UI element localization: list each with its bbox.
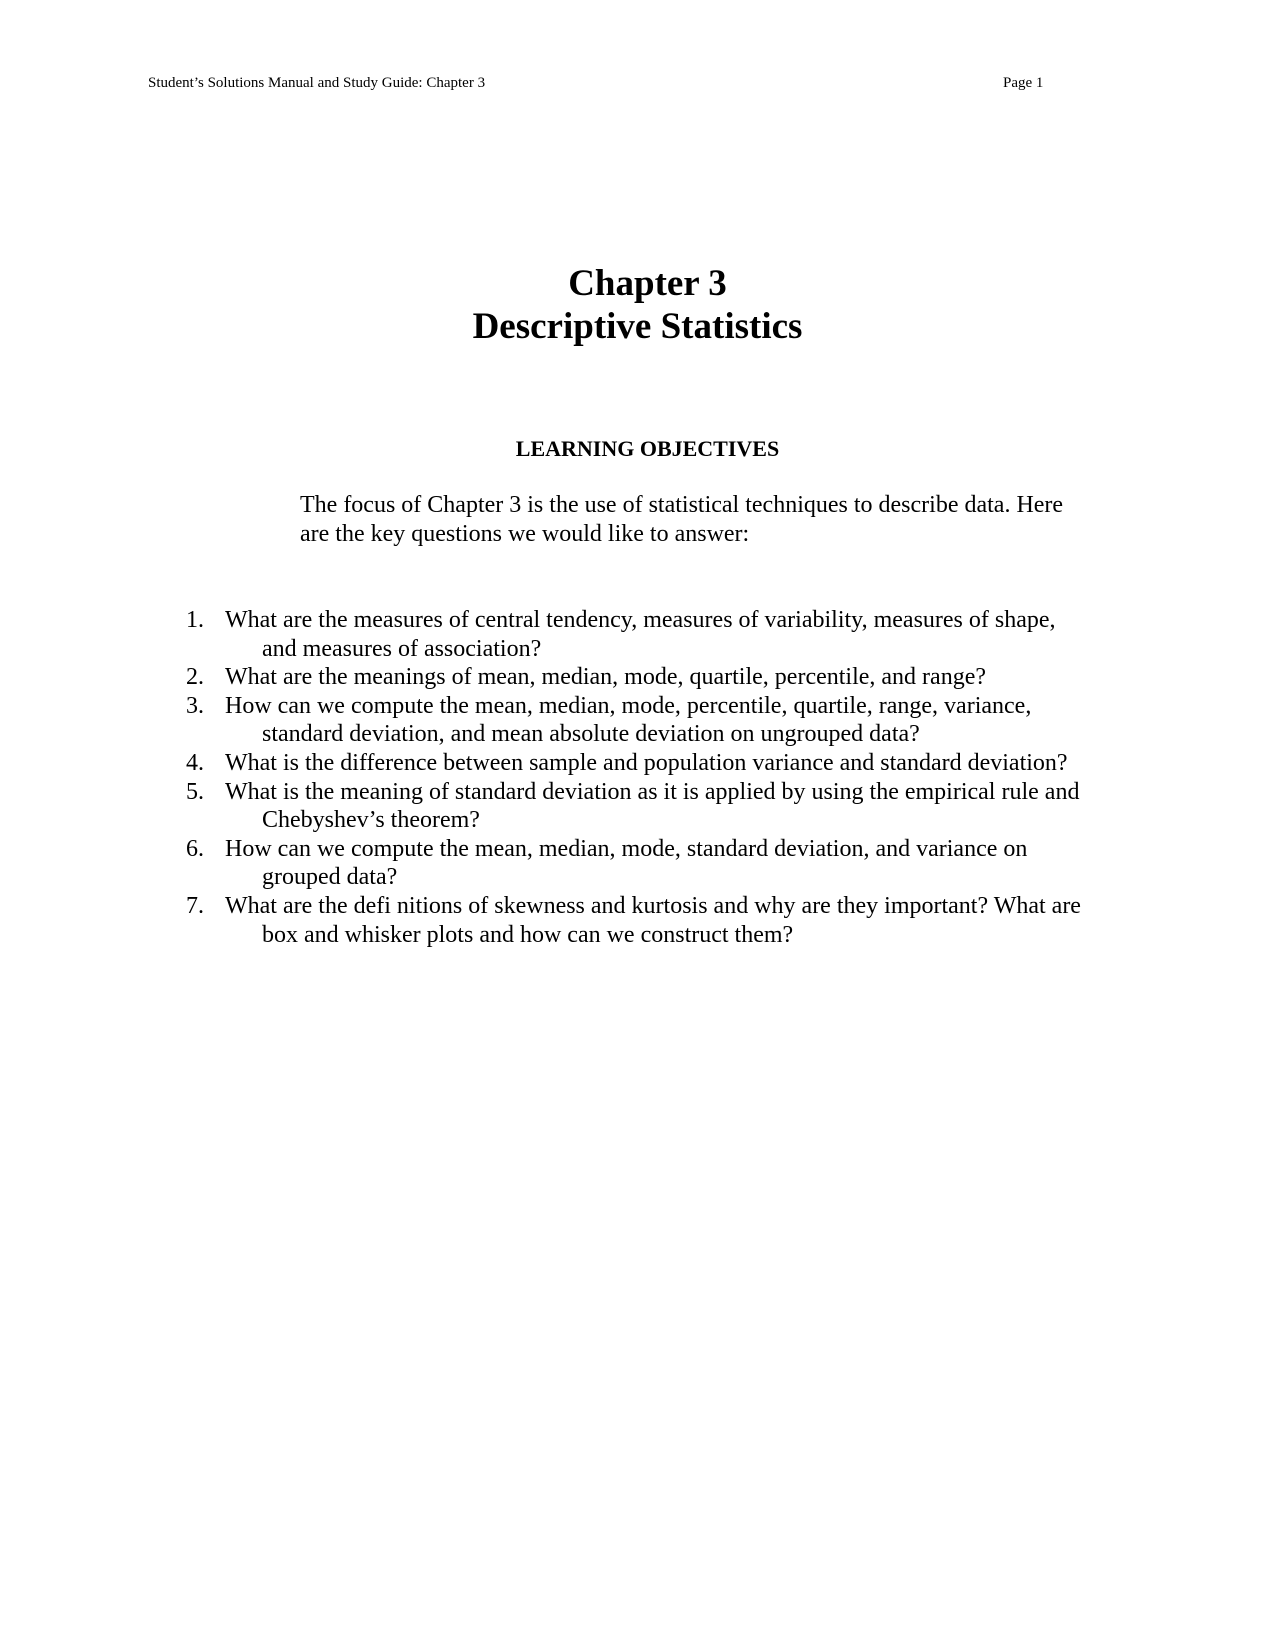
list-item-text: grouped data? bbox=[262, 864, 398, 891]
intro-line: are the key questions we would like to answer: bbox=[300, 521, 750, 547]
intro-paragraph bbox=[300, 491, 1120, 549]
list-item-number: 3. bbox=[186, 692, 204, 719]
list-item-number: 1. bbox=[186, 607, 204, 633]
list-item-text: What are the measures of central tendency, measures of variability, measures of shape, bbox=[225, 607, 1056, 633]
list-item bbox=[170, 835, 1130, 892]
list-item bbox=[170, 778, 1130, 835]
list-item bbox=[170, 749, 1130, 778]
list-item-text: box and whisker plots and how can we construct them? bbox=[262, 921, 794, 948]
objectives-list bbox=[170, 606, 1130, 949]
list-item bbox=[170, 606, 1130, 663]
section-heading: LEARNING OBJECTIVES bbox=[515, 436, 780, 461]
list-item-text: standard deviation, and mean absolute deviation on ungrouped data? bbox=[262, 721, 920, 748]
chapter-name: Descriptive Statistics bbox=[472, 306, 803, 347]
list-item-text: How can we compute the mean, median, mode, standard deviation, and variance on bbox=[225, 835, 1028, 862]
list-item-text: What is the meaning of standard deviation as it is applied by using the empirical rule and bbox=[225, 778, 1080, 805]
chapter-title bbox=[0, 262, 1275, 348]
list-item-number: 7. bbox=[186, 892, 204, 919]
list-item-number: 4. bbox=[186, 749, 204, 776]
list-item bbox=[170, 892, 1130, 949]
page-number: Page 1 bbox=[1003, 75, 1044, 91]
list-item-text: How can we compute the mean, median, mode, percentile, quartile, range, variance, bbox=[225, 692, 1032, 719]
list-item bbox=[170, 663, 1130, 692]
list-item-number: 6. bbox=[186, 835, 204, 862]
list-item-text: What is the difference between sample and population variance and standard deviation? bbox=[225, 749, 1068, 776]
intro-line: The focus of Chapter 3 is the use of statistical techniques to describe data. Here bbox=[300, 492, 1064, 518]
list-item-text: What are the defi nitions of skewness and kurtosis and why are they important? What are bbox=[225, 892, 1081, 919]
list-item-text: What are the meanings of mean, median, mode, quartile, percentile, and range? bbox=[225, 664, 987, 691]
list-item bbox=[170, 692, 1130, 749]
list-item-number: 2. bbox=[186, 664, 204, 691]
list-item-number: 5. bbox=[186, 778, 204, 805]
chapter-number: Chapter 3 bbox=[568, 263, 727, 304]
running-header-title: Student’s Solutions Manual and Study Guide: Chapter 3 bbox=[148, 75, 486, 91]
list-item-text: Chebyshev’s theorem? bbox=[262, 807, 480, 834]
list-item-text: and measures of association? bbox=[262, 635, 542, 662]
